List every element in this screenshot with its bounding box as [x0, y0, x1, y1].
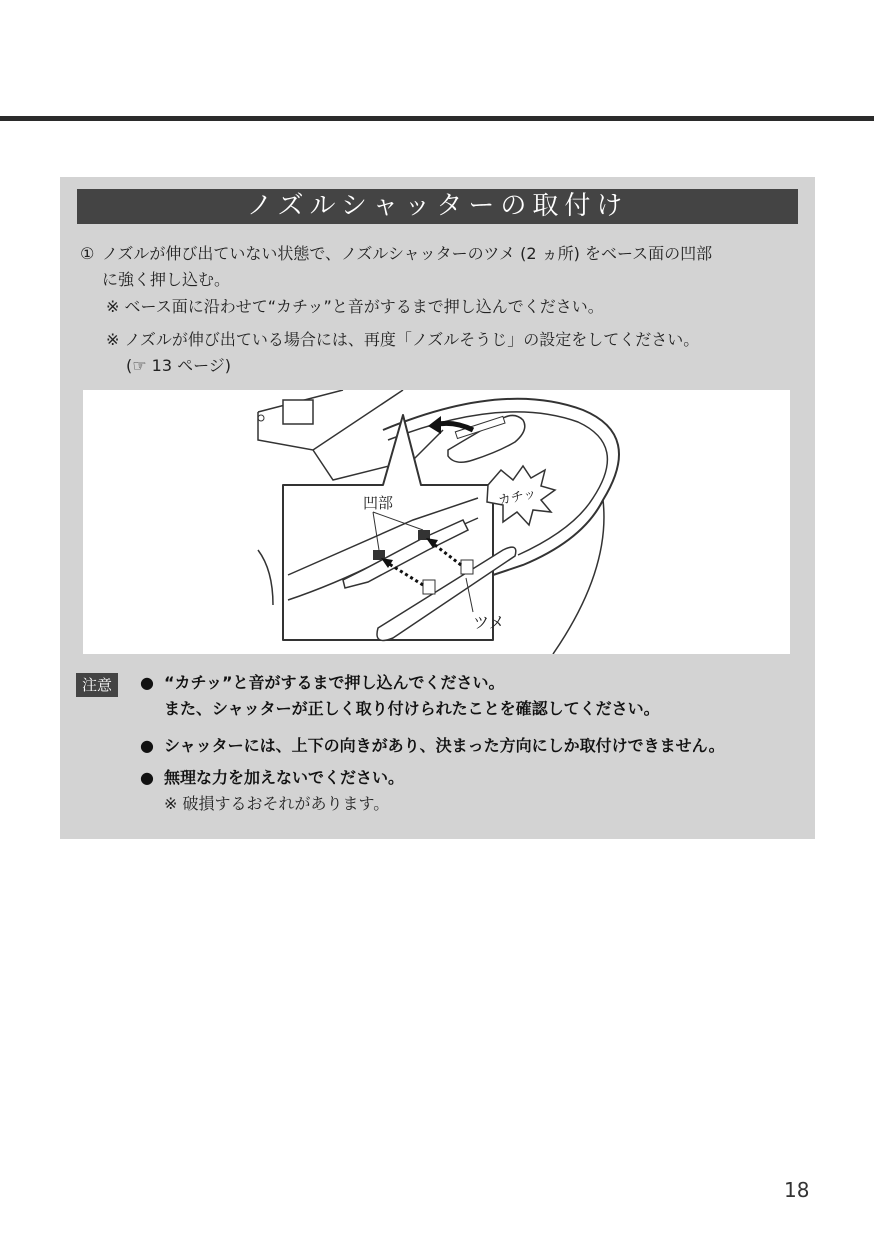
page-number: 18: [784, 1178, 810, 1202]
step-text-line2: に強く押し込む。: [102, 270, 231, 289]
caution-item-1-line2: また、シャッターが正しく取り付けられたことを確認してください。: [164, 699, 660, 718]
label-click: カチッ: [496, 486, 538, 509]
bullet-icon: ●: [140, 673, 154, 692]
illustration-drawing: [83, 390, 790, 654]
step-1: [80, 241, 805, 293]
instruction-panel: [60, 177, 815, 839]
caution-item-1-line1: “カチッ”と音がするまで押し込んでください。: [164, 673, 505, 692]
note-click-sound: ※ ベース面に沿わせて“カチッ”と音がするまで押し込んでください。: [106, 297, 604, 316]
note-nozzle-extended: [106, 327, 806, 379]
installation-illustration: [83, 390, 790, 654]
label-recess: 凹部: [363, 494, 394, 512]
caution-item-2: [140, 733, 725, 759]
header-rule: [0, 116, 874, 121]
section-title: ノズルシャッターの取付け: [77, 189, 798, 224]
label-tab: ツメ: [473, 613, 505, 632]
caution-item-2-text: シャッターには、上下の向きがあり、決まった方向にしか取付けできません。: [164, 736, 725, 755]
caution-item-3: [140, 765, 404, 817]
bullet-icon: ●: [140, 768, 154, 787]
page-reference: (☞ 13 ページ): [126, 356, 232, 375]
bullet-icon: ●: [140, 736, 154, 755]
caution-item-1: [140, 670, 660, 722]
step-number: ①: [80, 244, 95, 263]
caution-item-3-text: 無理な力を加えないでください。: [164, 768, 405, 787]
caution-item-3-note: ※ 破損するおそれがあります。: [164, 794, 390, 813]
step-text-line1: ノズルが伸び出ていない状態で、ノズルシャッターのツメ (2 ヵ所) をベース面の凹部: [102, 244, 713, 263]
note-nozzle-text: ※ ノズルが伸び出ている場合には、再度「ノズルそうじ」の設定をしてください。: [106, 330, 700, 349]
caution-tag: 注意: [76, 673, 118, 697]
